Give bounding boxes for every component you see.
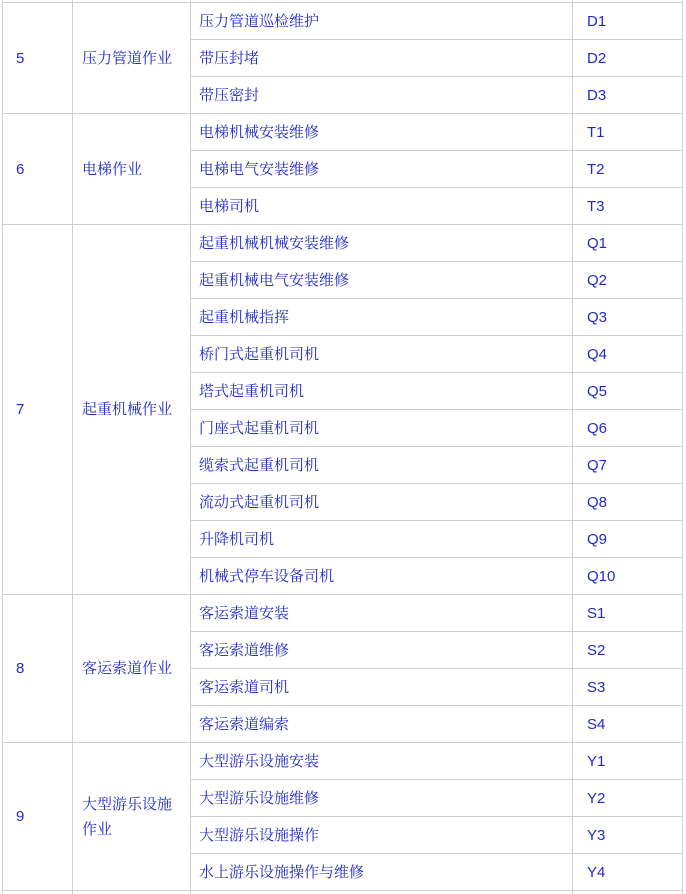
item-code-cell: Q3: [573, 299, 683, 336]
item-name-cell: 带压密封: [191, 77, 573, 114]
item-code-cell: Y3: [573, 817, 683, 854]
item-name-cell: 电梯司机: [191, 188, 573, 225]
item-code-cell: T2: [573, 151, 683, 188]
item-code-cell: Y2: [573, 780, 683, 817]
item-code-cell: D2: [573, 40, 683, 77]
item-name-cell: 压力管道巡检维护: [191, 3, 573, 40]
item-code-cell: Y1: [573, 743, 683, 780]
item-name-cell: 电梯机械安装维修: [191, 114, 573, 151]
category-cell: 起重机械作业: [73, 225, 191, 595]
item-code-cell: Q4: [573, 336, 683, 373]
item-code-cell: Q7: [573, 447, 683, 484]
category-cell: 大型游乐设施作业: [73, 743, 191, 891]
item-code-cell: Q8: [573, 484, 683, 521]
item-name-cell: 客运索道维修: [191, 632, 573, 669]
item-code-cell: S1: [573, 595, 683, 632]
item-code-cell: S4: [573, 706, 683, 743]
item-name-cell: 大型游乐设施维修: [191, 780, 573, 817]
item-code-cell: D3: [573, 77, 683, 114]
item-code-cell: T1: [573, 114, 683, 151]
special-equipment-category-table: [2, 0, 683, 894]
item-name-cell: 起重机械指挥: [191, 299, 573, 336]
row-number-cell: 6: [2, 114, 73, 225]
item-code-cell: D1: [573, 3, 683, 40]
item-name-cell: 电梯电气安装维修: [191, 151, 573, 188]
item-code-cell: Q6: [573, 410, 683, 447]
category-cell: 电梯作业: [73, 114, 191, 225]
item-name-cell: 客运索道司机: [191, 669, 573, 706]
item-code-cell: Q2: [573, 262, 683, 299]
item-name-cell: 门座式起重机司机: [191, 410, 573, 447]
item-name-cell: 桥门式起重机司机: [191, 336, 573, 373]
item-name-cell: 机械式停车设备司机: [191, 558, 573, 595]
item-name-cell: 起重机械电气安装维修: [191, 262, 573, 299]
category-cell: 压力管道作业: [73, 3, 191, 114]
item-name-cell: 客运索道安装: [191, 595, 573, 632]
item-code-cell: T3: [573, 188, 683, 225]
row-number-cell: 7: [2, 225, 73, 595]
item-name-cell: 塔式起重机司机: [191, 373, 573, 410]
item-name-cell: 升降机司机: [191, 521, 573, 558]
row-number-cell: 9: [2, 743, 73, 891]
item-code-cell: Q9: [573, 521, 683, 558]
item-name-cell: 大型游乐设施操作: [191, 817, 573, 854]
item-code-cell: Y4: [573, 854, 683, 891]
row-number-cell: 8: [2, 595, 73, 743]
item-name-cell: 大型游乐设施安装: [191, 743, 573, 780]
category-cell: 客运索道作业: [73, 595, 191, 743]
item-name-cell: 起重机械机械安装维修: [191, 225, 573, 262]
item-name-cell: 流动式起重机司机: [191, 484, 573, 521]
row-number-cell: 5: [2, 3, 73, 114]
item-name-cell: 带压封堵: [191, 40, 573, 77]
item-name-cell: 水上游乐设施操作与维修: [191, 854, 573, 891]
item-code-cell: Q5: [573, 373, 683, 410]
item-code-cell: Q1: [573, 225, 683, 262]
item-code-cell: Q10: [573, 558, 683, 595]
item-name-cell: 客运索道编索: [191, 706, 573, 743]
item-name-cell: 缆索式起重机司机: [191, 447, 573, 484]
item-code-cell: S2: [573, 632, 683, 669]
item-code-cell: S3: [573, 669, 683, 706]
